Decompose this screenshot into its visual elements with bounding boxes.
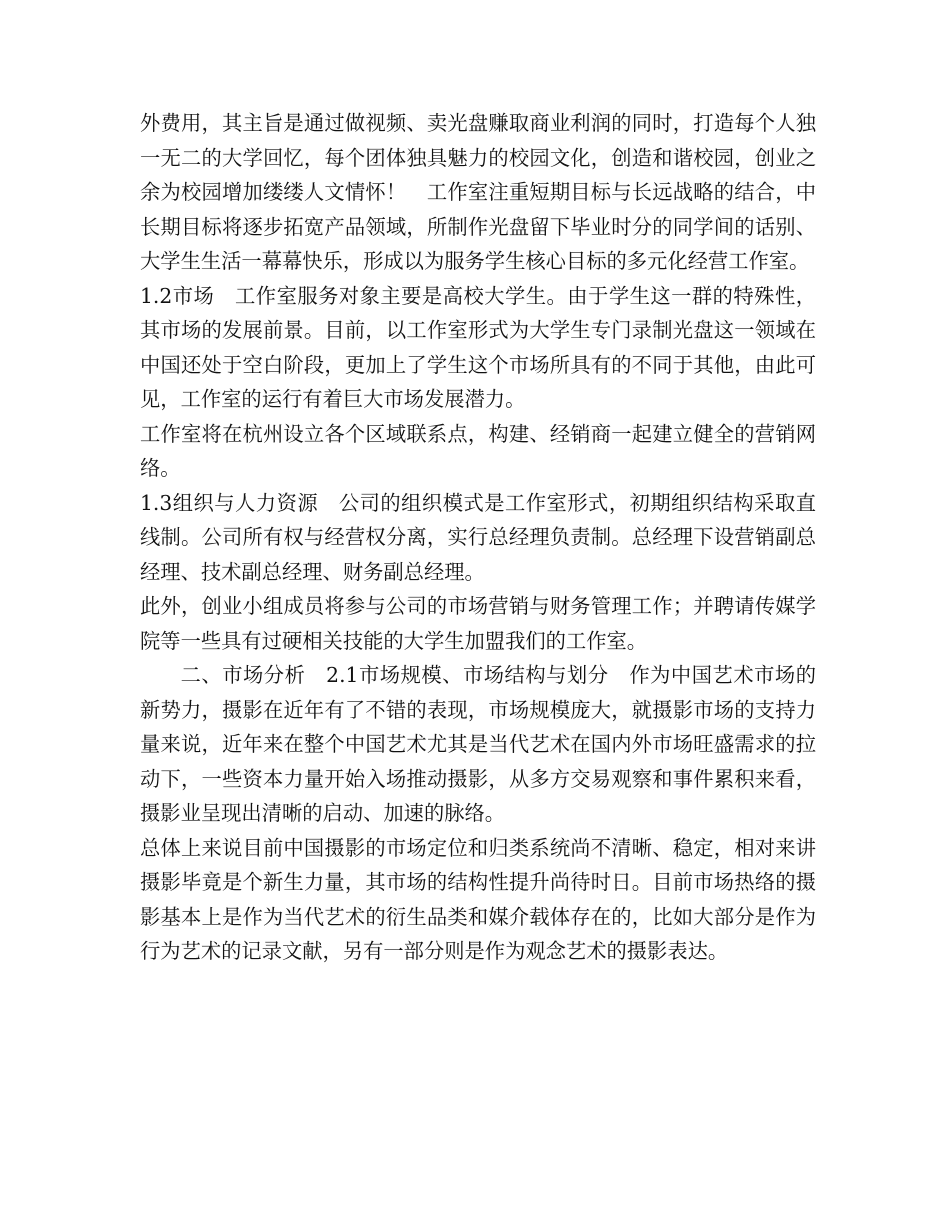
paragraph-section-1-2-market: 1.2市场 工作室服务对象主要是高校大学生。由于学生这一群的特殊性，其市场的发展前景。目前，以工作室形式为大学生专门录制光盘这一领域在中国还处于空白阶段，更加上了学生这个市场所具有的不同于其他，由此可见，工作室的运行有着巨大市场发展潜力。 xyxy=(140,283,816,411)
document-body xyxy=(140,106,816,969)
paragraph-section-1-3-organization: 1.3组织与人力资源 公司的组织模式是工作室形式，初期组织结构采取直线制。公司所有权与经营权分离，实行总经理负责制。总经理下设营销副总经理、技术副总经理、财务副总经理。 xyxy=(140,490,816,584)
paragraph-section-2-market-analysis: 二、市场分析 2.1市场规模、市场结构与划分 作为中国艺术市场的新势力，摄影在近年有了不错的表现，市场规模庞大，就摄影市场的支持力量来说，近年来在整个中国艺术尤其是当代艺术在国内外市场旺盛需求的拉动下，一些资本力量开始入场推动摄影，从多方交易观察和事件累积来看，摄影业呈现出清晰的启动、加速的脉络。 xyxy=(140,663,816,825)
paragraph-sales-network: 工作室将在杭州设立各个区域联系点，构建、经销商一起建立健全的营销网络。 xyxy=(140,421,816,480)
paragraph-intro-continued: 外费用，其主旨是通过做视频、卖光盘赚取商业利润的同时，打造每个人独一无二的大学回忆，每个团体独具魅力的校园文化，创造和谐校园，创业之余为校园增加缕缕人文情怀！ 工作室注重短期目标与长远战略的结合，中长期目标将逐步拓宽产品领域，所制作光盘留下毕业时分的同学间的话别、大学生生活一幕幕快乐，形成以为服务学生核心目标的多元化经营工作室。 xyxy=(140,111,816,273)
paragraph-market-positioning: 总体上来说目前中国摄影的市场定位和归类系统尚不清晰、稳定，相对来讲摄影毕竟是个新生力量，其市场的结构性提升尚待时日。目前市场热络的摄影基本上是作为当代艺术的衍生品类和媒介载体存在的，比如大部分是作为行为艺术的记录文献，另有一部分则是作为观念艺术的摄影表达。 xyxy=(140,835,816,963)
paragraph-team-members: 此外，创业小组成员将参与公司的市场营销与财务管理工作；并聘请传媒学院等一些具有过硬相关技能的大学生加盟我们的工作室。 xyxy=(140,594,816,653)
